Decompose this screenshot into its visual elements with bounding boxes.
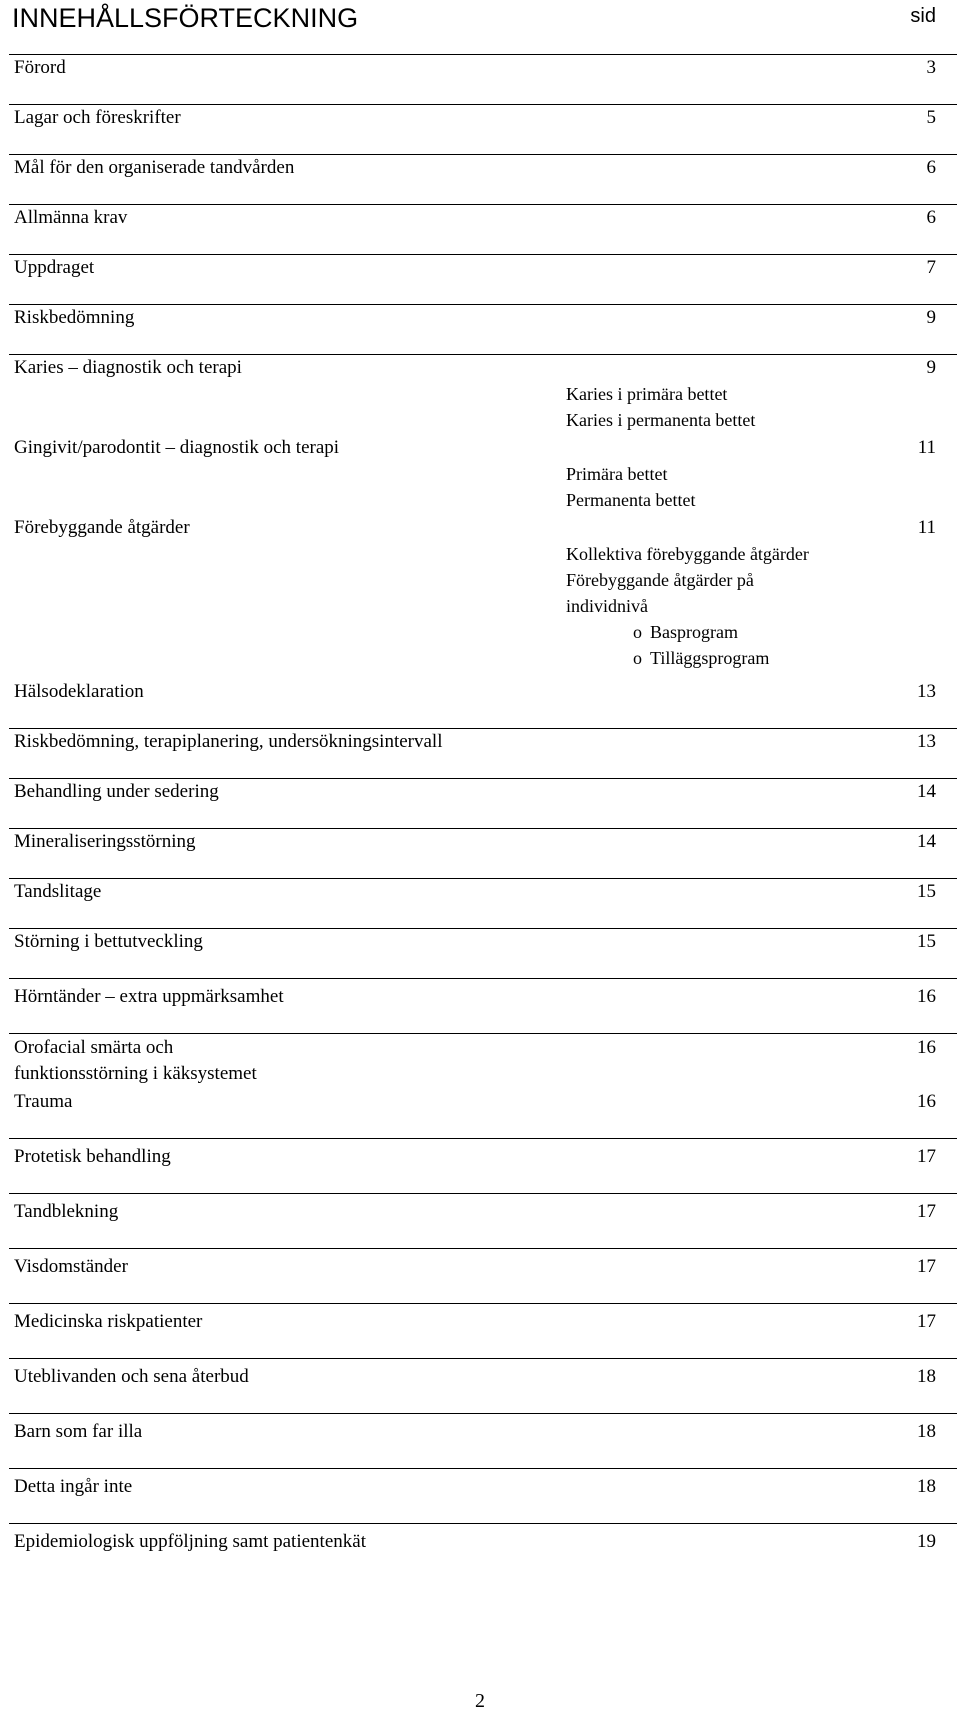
toc-entry-page: 18 — [917, 1421, 936, 1442]
toc-entry-title: Riskbedömning, terapiplanering, undersökningsintervall — [14, 731, 443, 752]
toc-entry-page: 17 — [917, 1146, 936, 1167]
row-divider — [9, 304, 957, 305]
toc-entry-page: 15 — [917, 881, 936, 902]
toc-entry-title: Förord — [14, 57, 66, 78]
toc-entry-page: 17 — [917, 1201, 936, 1222]
toc-entry-page: 6 — [926, 157, 936, 178]
toc-entry-title: Gingivit/parodontit – diagnostik och terapi — [14, 437, 340, 458]
toc-entry-page: 5 — [926, 107, 936, 128]
toc-entry-title: Förebyggande åtgärder — [14, 517, 190, 538]
toc-entry-title: Uteblivanden och sena återbud — [14, 1366, 249, 1387]
row-divider — [9, 54, 957, 55]
toc-subentry: Karies i permanenta bettet — [566, 410, 756, 430]
toc-entry-title: Allmänna krav — [14, 207, 128, 228]
row-divider — [9, 1358, 957, 1359]
row-divider — [9, 254, 957, 255]
toc-entry-title: Medicinska riskpatienter — [14, 1311, 203, 1332]
toc-entry-title: Tandblekning — [14, 1201, 119, 1222]
row-divider — [9, 878, 957, 879]
toc-entry-title: Lagar och föreskrifter — [14, 107, 181, 128]
toc-entry-title: Uppdraget — [14, 257, 95, 278]
toc-entry-title: Karies – diagnostik och terapi — [14, 357, 242, 378]
toc-entry-page: 14 — [917, 781, 936, 802]
page-column-header: sid — [910, 5, 936, 27]
toc-entry-page: 13 — [917, 731, 936, 752]
row-divider — [9, 1248, 957, 1249]
toc-entry-title: Behandling under sedering — [14, 781, 219, 802]
toc-entry-title: Mål för den organiserade tandvården — [14, 157, 295, 178]
toc-entry-title: Detta ingår inte — [14, 1476, 133, 1497]
toc-entry-title: Visdomständer — [14, 1256, 128, 1277]
toc-subentry: Karies i primära bettet — [566, 384, 728, 404]
row-divider — [9, 1193, 957, 1194]
toc-entry-page: 3 — [926, 57, 936, 78]
toc-entry-title: Orofacial smärta och — [14, 1037, 174, 1058]
toc-subentry: Permanenta bettet — [566, 490, 696, 510]
row-divider — [9, 1138, 957, 1139]
toc-entry-title: Störning i bettutveckling — [14, 931, 203, 952]
row-divider — [9, 1303, 957, 1304]
toc-entry-page: 18 — [917, 1476, 936, 1497]
toc-entry-page: 17 — [917, 1256, 936, 1277]
page-number: 2 — [475, 1690, 485, 1712]
toc-entry-page: 19 — [917, 1531, 936, 1552]
toc-bullet-item — [633, 645, 769, 671]
toc-entry-title: Tandslitage — [14, 881, 102, 902]
bullet-marker: o — [633, 622, 642, 642]
toc-subentry: Kollektiva förebyggande åtgärder — [566, 544, 809, 564]
toc-entry-page: 18 — [917, 1366, 936, 1387]
row-divider — [9, 1413, 957, 1414]
toc-bullet-label: Basprogram — [650, 622, 738, 642]
toc-subentry: Primära bettet — [566, 464, 668, 484]
toc-bullet-item — [633, 619, 738, 645]
toc-subentry: individnivå — [566, 596, 648, 616]
toc-entry-page: 15 — [917, 931, 936, 952]
toc-title: INNEHÅLLSFÖRTECKNING — [12, 3, 359, 33]
toc-entry-page: 11 — [917, 437, 936, 458]
toc-entry-page: 7 — [926, 257, 936, 278]
bullet-marker: o — [633, 648, 642, 668]
toc-entry-page: 9 — [926, 357, 936, 378]
toc-entry-title: Hörntänder – extra uppmärksamhet — [14, 986, 284, 1007]
toc-entry-page: 17 — [917, 1311, 936, 1332]
toc-subentry: Förebyggande åtgärder på — [566, 570, 754, 590]
row-divider — [9, 1468, 957, 1469]
row-divider — [9, 978, 957, 979]
toc-entry-title: Barn som far illa — [14, 1421, 143, 1442]
row-divider — [9, 204, 957, 205]
toc-entry-title-continued: funktionsstörning i käksystemet — [14, 1063, 257, 1084]
toc-entry-page: 13 — [917, 681, 936, 702]
toc-entry-title: Hälsodeklaration — [14, 681, 144, 702]
toc-entry-title: Protetisk behandling — [14, 1146, 171, 1167]
toc-entry-page: 9 — [926, 307, 936, 328]
toc-entry-page: 16 — [917, 1037, 936, 1058]
toc-entry-title: Epidemiologisk uppföljning samt patientenkät — [14, 1531, 366, 1552]
toc-entry-page: 14 — [917, 831, 936, 852]
toc-entry-page: 11 — [917, 517, 936, 538]
toc-entry-title: Mineraliseringsstörning — [14, 831, 196, 852]
toc-entry-page: 6 — [926, 207, 936, 228]
row-divider — [9, 1523, 957, 1524]
toc-entry-page: 16 — [917, 986, 936, 1007]
toc-entry-page: 16 — [917, 1091, 936, 1112]
toc-entry-title: Riskbedömning — [14, 307, 135, 328]
toc-bullet-label: Tilläggsprogram — [650, 648, 770, 668]
toc-entry-title: Trauma — [14, 1091, 73, 1112]
